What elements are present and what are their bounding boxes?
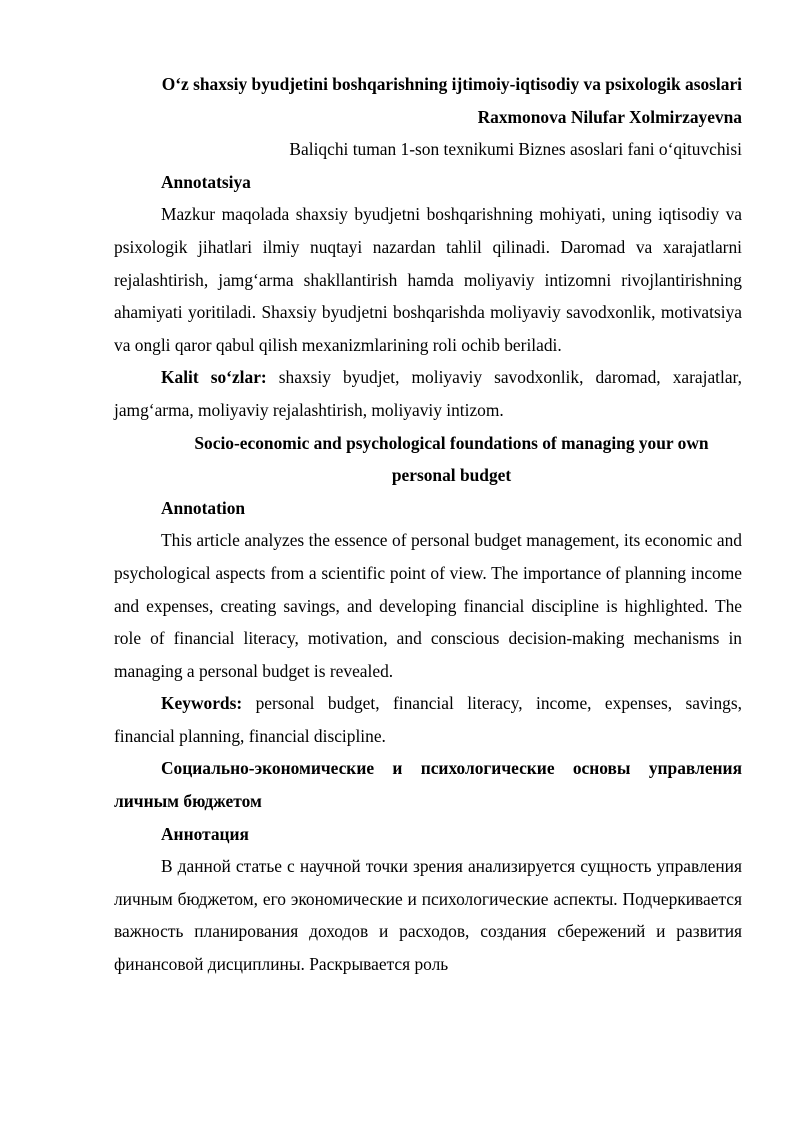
ru-annotation-text: В данной статье с научной точки зрения анализируется сущность управления личным бюджетом, его экономические и психологические аспекты. Подчеркивается важность планирования доходов и расходов, создания сбережений и развития финансовой дисциплины. Раскрывается роль xyxy=(114,856,742,975)
uz-title: O‘z shaxsiy byudjetini boshqarishning ijtimoiy-iqtisodiy va psixologik asoslari xyxy=(161,74,742,94)
uz-keywords-text: shaxsiy byudjet, moliyaviy savodxonlik, daromad, xarajatlar, jamg‘arma, moliyaviy rejalashtirish, moliyaviy intizom. xyxy=(114,367,742,420)
en-keywords-label: Keywords: xyxy=(161,693,243,714)
en-keywords xyxy=(114,687,742,752)
uz-keywords xyxy=(114,361,742,426)
document-page xyxy=(114,68,742,981)
ru-title: Социально-экономические и психологические основы управления личным бюджетом xyxy=(114,758,742,812)
en-annotation-heading: Annotation xyxy=(161,497,246,518)
author-affiliation: Baliqchi tuman 1-son texnikumi Biznes asoslari fani o‘qituvchisi xyxy=(289,139,742,160)
uz-annotation-text: Mazkur maqolada shaxsiy byudjetni boshqarishning mohiyati, uning iqtisodiy va psixologik jihatlari ilmiy nuqtayi nazardan tahlil qilinadi. Daromad va xarajatlarni rejalashtirish, jamg‘arma shakllantirish hamda moliyaviy intizomni rivojlantirishning ahamiyati yoritiladi. Shaxsiy byudjetni boshqarishda moliyaviy savodxonlik, motivatsiya va ongli qaror qabul qilish mexanizmlarining roli ochib beriladi. xyxy=(114,204,742,355)
ru-annotation-heading: Аннотация xyxy=(161,823,249,844)
en-annotation-text: This article analyzes the essence of personal budget management, its economic and psychological aspects from a scientific point of view. The importance of planning income and expenses, creating savings, and developing financial discipline is highlighted. The role of financial literacy, motivation, and conscious decision-making mechanisms in managing a personal budget is revealed. xyxy=(114,530,742,681)
en-title: Socio-economic and psychological foundations of managing your own personal budget xyxy=(194,432,709,486)
author-name: Raxmonova Nilufar Xolmirzayevna xyxy=(477,106,742,127)
uz-keywords-label: Kalit so‘zlar: xyxy=(161,367,267,388)
en-keywords-text: personal budget, financial literacy, income, expenses, savings, financial planning, financial discipline. xyxy=(114,693,742,746)
uz-annotation-heading: Annotatsiya xyxy=(161,171,251,192)
